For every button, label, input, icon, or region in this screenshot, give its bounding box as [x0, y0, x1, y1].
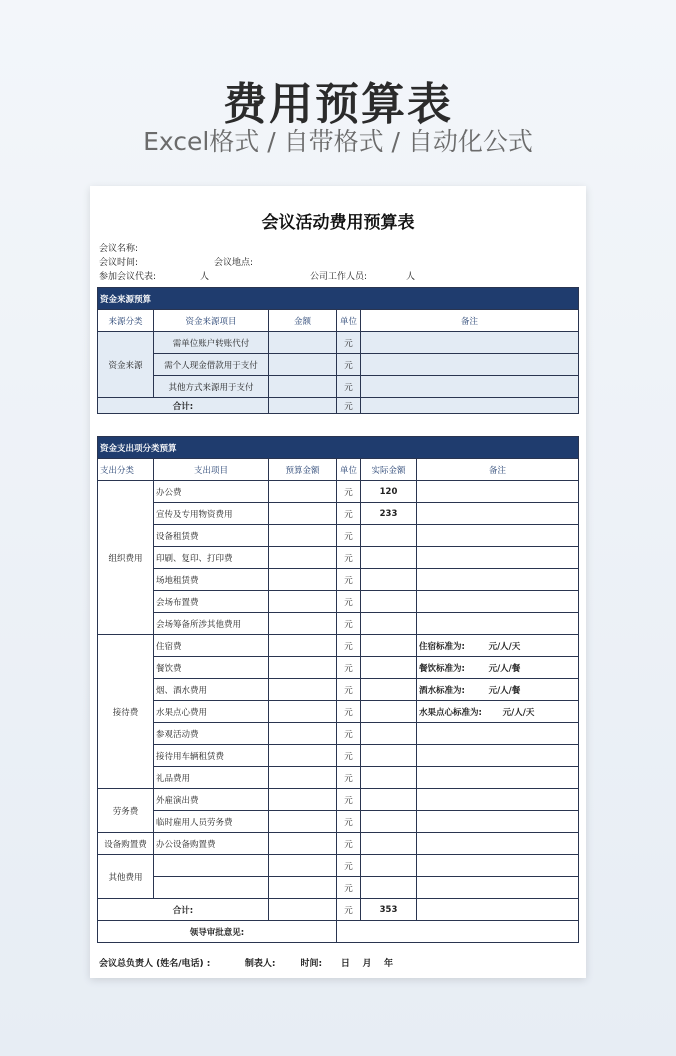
expense-unit: 元 [337, 789, 361, 811]
expense-item: 会场筹备所涉其他费用 [154, 613, 269, 635]
expense-budget-cell[interactable] [269, 877, 337, 899]
expense-category: 组织费用 [98, 481, 154, 635]
expense-item: 场地租赁费 [154, 569, 269, 591]
expense-actual[interactable] [361, 591, 417, 613]
expense-budget-cell[interactable] [269, 701, 337, 723]
expense-budget-cell[interactable] [269, 679, 337, 701]
expense-actual[interactable] [361, 547, 417, 569]
funding-note-cell[interactable] [361, 354, 579, 376]
expense-unit: 元 [337, 723, 361, 745]
expense-unit: 元 [337, 877, 361, 899]
expense-unit: 元 [337, 613, 361, 635]
approval-input[interactable] [337, 921, 579, 943]
funding-col-note: 备注 [361, 310, 579, 332]
expense-total-actual: 353 [361, 899, 417, 921]
expense-table [97, 436, 579, 943]
expense-actual[interactable] [361, 569, 417, 591]
expense-note[interactable]: 酒水标准为: 元/人/餐 [417, 679, 579, 701]
funding-unit: 元 [337, 376, 361, 398]
expense-item: 办公费 [154, 481, 269, 503]
expense-item: 印刷、复印、打印费 [154, 547, 269, 569]
expense-category: 其他费用 [98, 855, 154, 899]
expense-item: 宣传及专用物资费用 [154, 503, 269, 525]
expense-item: 餐饮费 [154, 657, 269, 679]
funding-col-category: 来源分类 [98, 310, 154, 332]
expense-budget-cell[interactable] [269, 569, 337, 591]
funding-total-amount[interactable] [269, 398, 337, 414]
funding-table [97, 287, 579, 414]
expense-actual[interactable]: 120 [361, 481, 417, 503]
funding-item: 需单位账户转账代付 [154, 332, 269, 354]
expense-unit: 元 [337, 679, 361, 701]
expense-unit: 元 [337, 481, 361, 503]
funding-unit: 元 [337, 332, 361, 354]
expense-actual[interactable] [361, 811, 417, 833]
expense-note[interactable] [417, 833, 579, 855]
expense-actual[interactable] [361, 745, 417, 767]
expense-actual[interactable]: 233 [361, 503, 417, 525]
expense-note[interactable] [417, 723, 579, 745]
expense-actual[interactable] [361, 723, 417, 745]
expense-row [98, 701, 579, 723]
expense-budget-cell[interactable] [269, 811, 337, 833]
funding-total-unit: 元 [337, 398, 361, 414]
expense-note[interactable] [417, 591, 579, 613]
expense-item: 住宿费 [154, 635, 269, 657]
funding-row [98, 354, 579, 376]
expense-note[interactable] [417, 613, 579, 635]
expense-category: 劳务费 [98, 789, 154, 833]
funding-col-amount: 金额 [269, 310, 337, 332]
expense-budget-cell[interactable] [269, 635, 337, 657]
expense-unit: 元 [337, 525, 361, 547]
hero-subtitle: Excel格式 / 自带格式 / 自动化公式 [143, 127, 533, 156]
expense-col-item: 支出项目 [154, 459, 269, 481]
expense-section-title: 资金支出项分类预算 [98, 437, 579, 459]
expense-note[interactable]: 水果点心标准为: 元/人/天 [417, 701, 579, 723]
expense-unit: 元 [337, 569, 361, 591]
expense-row [98, 635, 579, 657]
attendees-label: 参加会议代表: [99, 272, 157, 282]
funding-total-note[interactable] [361, 398, 579, 414]
expense-category: 接待费 [98, 635, 154, 789]
meeting-time-label: 会议时间: [99, 258, 139, 268]
expense-note[interactable] [417, 745, 579, 767]
funding-section-title: 资金来源预算 [98, 288, 579, 310]
funding-total-label: 合计: [98, 398, 269, 414]
expense-note[interactable]: 餐饮标准为: 元/人/餐 [417, 657, 579, 679]
expense-row [98, 745, 579, 767]
funding-amount-cell[interactable] [269, 332, 337, 354]
expense-row [98, 613, 579, 635]
expense-note[interactable] [417, 569, 579, 591]
funding-amount-cell[interactable] [269, 376, 337, 398]
expense-actual[interactable] [361, 613, 417, 635]
expense-row [98, 723, 579, 745]
expense-actual[interactable] [361, 701, 417, 723]
funding-category: 资金来源 [98, 332, 154, 398]
expense-item: 临时雇用人员劳务费 [154, 811, 269, 833]
expense-row [98, 877, 579, 899]
expense-item: 参观活动费 [154, 723, 269, 745]
staff-unit: 人 [406, 272, 416, 282]
expense-budget-cell[interactable] [269, 591, 337, 613]
expense-note[interactable] [417, 789, 579, 811]
expense-unit: 元 [337, 657, 361, 679]
footer-signature-line: 会议总负责人 (姓名/电话) : 制表人: 时间: 日 月 年 [99, 959, 393, 969]
expense-budget-cell[interactable] [269, 547, 337, 569]
expense-budget-cell[interactable] [269, 503, 337, 525]
expense-budget-cell[interactable] [269, 767, 337, 789]
expense-row [98, 569, 579, 591]
expense-item: 水果点心费用 [154, 701, 269, 723]
expense-row [98, 811, 579, 833]
expense-budget-cell[interactable] [269, 613, 337, 635]
expense-note[interactable] [417, 855, 579, 877]
budget-sheet [90, 186, 586, 978]
funding-col-unit: 单位 [337, 310, 361, 332]
funding-unit: 元 [337, 354, 361, 376]
expense-total-label: 合计: [98, 899, 269, 921]
expense-note[interactable] [417, 481, 579, 503]
hero-title: 费用预算表 [223, 79, 453, 130]
expense-budget-cell[interactable] [269, 833, 337, 855]
expense-unit: 元 [337, 745, 361, 767]
expense-item [154, 855, 269, 877]
staff-label: 公司工作人员: [310, 272, 368, 282]
expense-row [98, 525, 579, 547]
expense-item: 接待用车辆租赁费 [154, 745, 269, 767]
expense-note[interactable] [417, 503, 579, 525]
approval-label: 领导审批意见: [98, 921, 337, 943]
meeting-name-label: 会议名称: [99, 244, 139, 254]
expense-col-budget: 预算金额 [269, 459, 337, 481]
funding-note-cell[interactable] [361, 332, 579, 354]
expense-unit: 元 [337, 833, 361, 855]
funding-amount-cell[interactable] [269, 354, 337, 376]
expense-row [98, 503, 579, 525]
expense-col-unit: 单位 [337, 459, 361, 481]
expense-total-budget[interactable] [269, 899, 337, 921]
funding-col-item: 资金来源项目 [154, 310, 269, 332]
expense-actual[interactable] [361, 877, 417, 899]
funding-item: 其他方式来源用于支付 [154, 376, 269, 398]
expense-item: 会场布置费 [154, 591, 269, 613]
sheet-title: 会议活动费用预算表 [261, 213, 415, 233]
expense-actual[interactable] [361, 679, 417, 701]
approval-row [98, 921, 579, 943]
expense-unit: 元 [337, 547, 361, 569]
expense-budget-cell[interactable] [269, 789, 337, 811]
expense-row [98, 855, 579, 877]
expense-row [98, 679, 579, 701]
expense-item: 设备租赁费 [154, 525, 269, 547]
expense-col-category: 支出分类 [98, 459, 154, 481]
expense-unit: 元 [337, 591, 361, 613]
expense-item: 办公设备购置费 [154, 833, 269, 855]
expense-row [98, 591, 579, 613]
expense-row [98, 657, 579, 679]
expense-category: 设备购置费 [98, 833, 154, 855]
funding-total-row [98, 398, 579, 414]
expense-actual[interactable] [361, 657, 417, 679]
expense-note[interactable] [417, 547, 579, 569]
expense-item: 外雇演出费 [154, 789, 269, 811]
expense-row [98, 789, 579, 811]
funding-note-cell[interactable] [361, 376, 579, 398]
expense-actual[interactable] [361, 635, 417, 657]
expense-budget-cell[interactable] [269, 657, 337, 679]
expense-col-note: 备注 [417, 459, 579, 481]
expense-row [98, 767, 579, 789]
expense-unit: 元 [337, 503, 361, 525]
funding-row [98, 376, 579, 398]
expense-row [98, 481, 579, 503]
expense-unit: 元 [337, 855, 361, 877]
expense-actual[interactable] [361, 789, 417, 811]
funding-row [98, 332, 579, 354]
expense-budget-cell[interactable] [269, 745, 337, 767]
expense-unit: 元 [337, 767, 361, 789]
expense-total-note[interactable] [417, 899, 579, 921]
meeting-place-label: 会议地点: [214, 258, 254, 268]
expense-note[interactable] [417, 525, 579, 547]
expense-item: 礼品费用 [154, 767, 269, 789]
funding-item: 需个人现金借款用于支付 [154, 354, 269, 376]
attendees-unit: 人 [200, 272, 210, 282]
expense-item [154, 877, 269, 899]
expense-note[interactable] [417, 877, 579, 899]
expense-budget-cell[interactable] [269, 855, 337, 877]
expense-actual[interactable] [361, 767, 417, 789]
expense-actual[interactable] [361, 833, 417, 855]
expense-col-actual: 实际金额 [361, 459, 417, 481]
expense-total-unit: 元 [337, 899, 361, 921]
expense-unit: 元 [337, 811, 361, 833]
expense-row [98, 833, 579, 855]
expense-budget-cell[interactable] [269, 481, 337, 503]
expense-body [98, 481, 579, 899]
expense-note[interactable] [417, 811, 579, 833]
expense-item: 烟、酒水费用 [154, 679, 269, 701]
expense-budget-cell[interactable] [269, 525, 337, 547]
expense-note[interactable]: 住宿标准为: 元/人/天 [417, 635, 579, 657]
expense-note[interactable] [417, 767, 579, 789]
expense-row [98, 547, 579, 569]
expense-budget-cell[interactable] [269, 723, 337, 745]
expense-total-row [98, 899, 579, 921]
expense-actual[interactable] [361, 525, 417, 547]
expense-actual[interactable] [361, 855, 417, 877]
expense-unit: 元 [337, 635, 361, 657]
expense-unit: 元 [337, 701, 361, 723]
